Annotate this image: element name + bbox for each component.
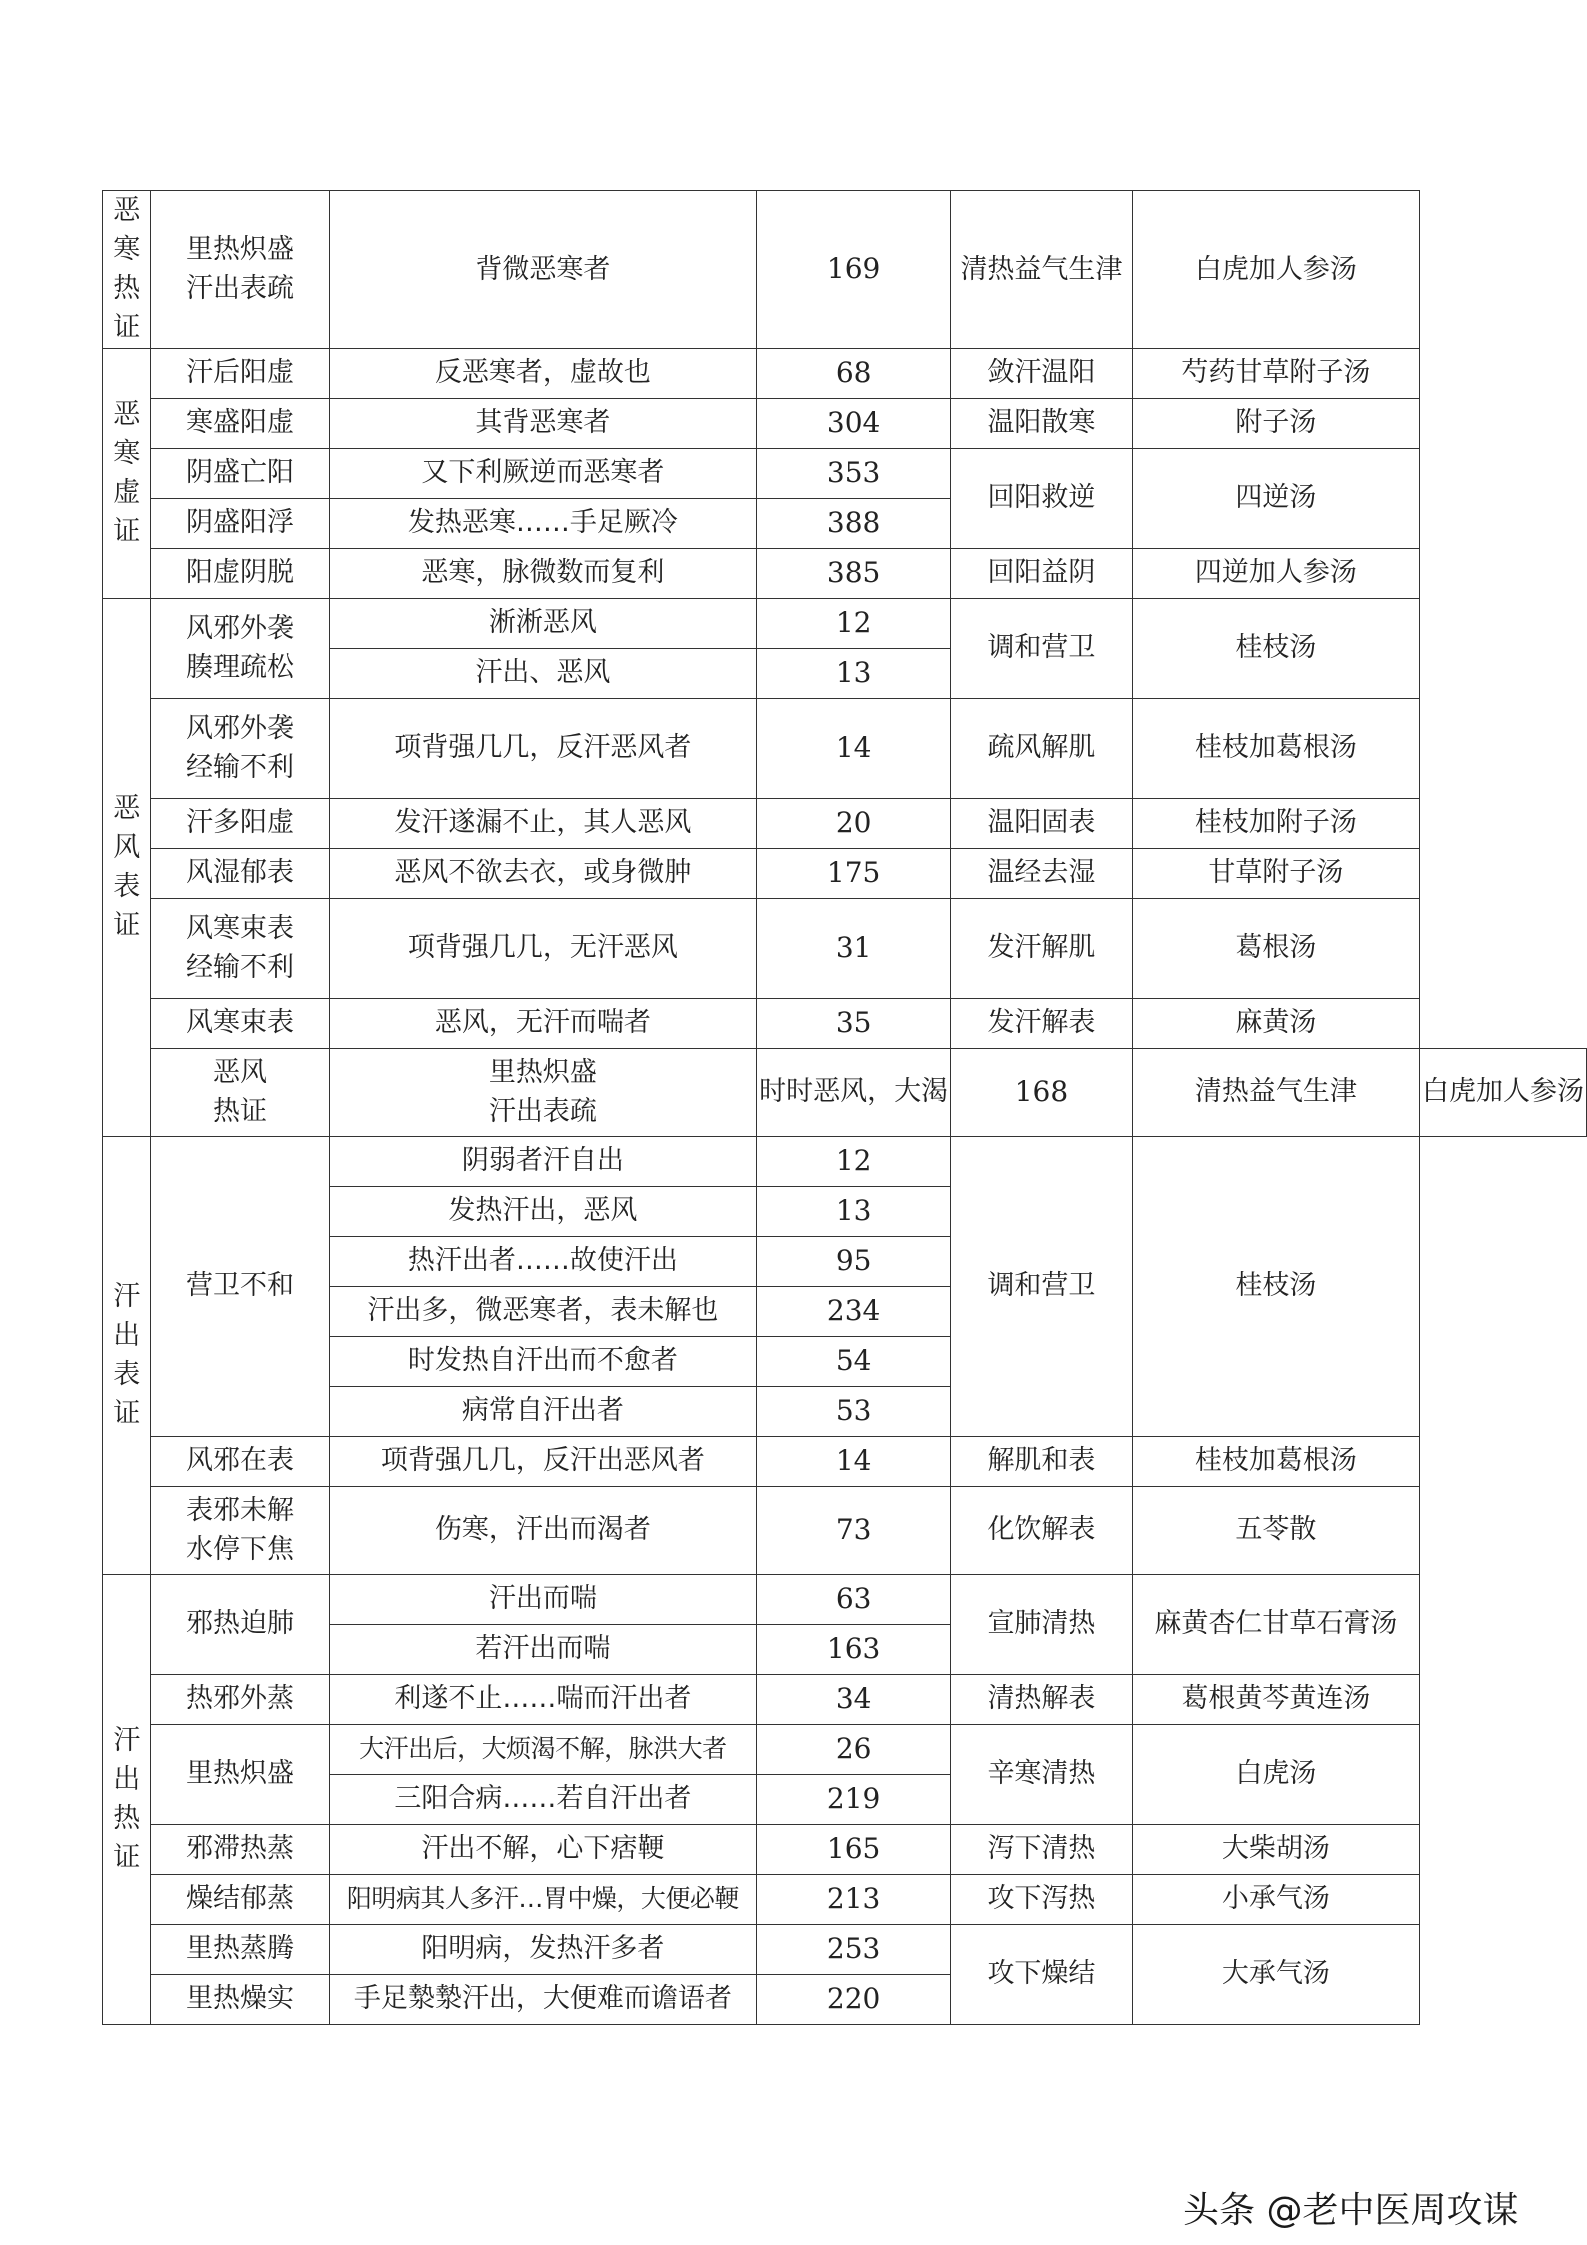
clause-text-cell: 发热恶寒……手足厥冷 bbox=[329, 498, 757, 548]
formula-cell: 四逆加人参汤 bbox=[1132, 548, 1419, 598]
clause-number-cell: 163 bbox=[757, 1624, 951, 1674]
clause-number-cell: 14 bbox=[757, 698, 951, 798]
clause-number-cell: 73 bbox=[757, 1486, 951, 1574]
syndrome-cell: 风邪外袭 经输不利 bbox=[151, 698, 329, 798]
clause-text-cell: 时发热自汗出而不愈者 bbox=[329, 1336, 757, 1386]
syndrome-cell: 营卫不和 bbox=[151, 1136, 329, 1436]
treatment-method-cell: 清热解表 bbox=[951, 1674, 1133, 1724]
treatment-method-cell: 敛汗温阳 bbox=[951, 348, 1133, 398]
syndrome-cell: 热邪外蒸 bbox=[151, 1674, 329, 1724]
syndrome-cell: 表邪未解 水停下焦 bbox=[151, 1486, 329, 1574]
clause-number-cell: 95 bbox=[757, 1236, 951, 1286]
formula-cell: 桂枝汤 bbox=[1132, 1136, 1419, 1436]
category-cell: 恶风 热证 bbox=[151, 1048, 329, 1136]
treatment-method-cell: 攻下泻热 bbox=[951, 1874, 1133, 1924]
clause-text-cell: 阳明病其人多汗…胃中燥，大便必鞕 bbox=[329, 1874, 757, 1924]
clause-number-cell: 165 bbox=[757, 1824, 951, 1874]
formula-cell: 葛根黄芩黄连汤 bbox=[1132, 1674, 1419, 1724]
clause-number-cell: 26 bbox=[757, 1724, 951, 1774]
clause-text-cell: 恶风，无汗而喘者 bbox=[329, 998, 757, 1048]
clause-text-cell: 其背恶寒者 bbox=[329, 398, 757, 448]
treatment-method-cell: 泻下清热 bbox=[951, 1824, 1133, 1874]
treatment-method-cell: 化饮解表 bbox=[951, 1486, 1133, 1574]
clause-number-cell: 220 bbox=[757, 1974, 951, 2024]
clause-text-cell: 淅淅恶风 bbox=[329, 598, 757, 648]
syndrome-cell: 里热蒸腾 bbox=[151, 1924, 329, 1974]
formula-cell: 白虎加人参汤 bbox=[1420, 1048, 1587, 1136]
treatment-method-cell: 温阳散寒 bbox=[951, 398, 1133, 448]
treatment-method-cell: 调和营卫 bbox=[951, 598, 1133, 698]
formula-cell: 麻黄杏仁甘草石膏汤 bbox=[1132, 1574, 1419, 1674]
syndrome-cell: 汗后阳虚 bbox=[151, 348, 329, 398]
clause-text-cell: 汗出、恶风 bbox=[329, 648, 757, 698]
clause-text-cell: 时时恶风，大渴 bbox=[757, 1048, 951, 1136]
clause-text-cell: 发汗遂漏不止，其人恶风 bbox=[329, 798, 757, 848]
category-cell: 恶风 表证 bbox=[103, 598, 151, 1136]
symptom-table bbox=[102, 190, 1587, 2025]
clause-text-cell: 汗出多，微恶寒者，表未解也 bbox=[329, 1286, 757, 1336]
clause-number-cell: 35 bbox=[757, 998, 951, 1048]
syndrome-cell: 风湿郁表 bbox=[151, 848, 329, 898]
category-cell: 恶寒 虚证 bbox=[103, 348, 151, 598]
treatment-method-cell: 攻下燥结 bbox=[951, 1924, 1133, 2024]
syndrome-cell: 寒盛阳虚 bbox=[151, 398, 329, 448]
syndrome-cell: 里热炽盛 汗出表疏 bbox=[151, 191, 329, 349]
syndrome-cell: 风寒束表 bbox=[151, 998, 329, 1048]
clause-number-cell: 12 bbox=[757, 1136, 951, 1186]
formula-cell: 小承气汤 bbox=[1132, 1874, 1419, 1924]
clause-number-cell: 385 bbox=[757, 548, 951, 598]
clause-number-cell: 20 bbox=[757, 798, 951, 848]
clause-text-cell: 热汗出者……故使汗出 bbox=[329, 1236, 757, 1286]
clause-number-cell: 13 bbox=[757, 1186, 951, 1236]
treatment-method-cell: 调和营卫 bbox=[951, 1136, 1133, 1436]
formula-cell: 麻黄汤 bbox=[1132, 998, 1419, 1048]
formula-cell: 附子汤 bbox=[1132, 398, 1419, 448]
treatment-method-cell: 宣肺清热 bbox=[951, 1574, 1133, 1674]
clause-number-cell: 12 bbox=[757, 598, 951, 648]
formula-cell: 甘草附子汤 bbox=[1132, 848, 1419, 898]
clause-number-cell: 63 bbox=[757, 1574, 951, 1624]
clause-text-cell: 若汗出而喘 bbox=[329, 1624, 757, 1674]
formula-cell: 葛根汤 bbox=[1132, 898, 1419, 998]
clause-text-cell: 发热汗出，恶风 bbox=[329, 1186, 757, 1236]
formula-cell: 四逆汤 bbox=[1132, 448, 1419, 548]
clause-number-cell: 169 bbox=[757, 191, 951, 349]
syndrome-cell: 邪滞热蒸 bbox=[151, 1824, 329, 1874]
treatment-method-cell: 温阳固表 bbox=[951, 798, 1133, 848]
formula-cell: 桂枝加葛根汤 bbox=[1132, 698, 1419, 798]
syndrome-cell: 阴盛亡阳 bbox=[151, 448, 329, 498]
clause-number-cell: 14 bbox=[757, 1436, 951, 1486]
clause-text-cell: 恶风不欲去衣，或身微肿 bbox=[329, 848, 757, 898]
clause-text-cell: 背微恶寒者 bbox=[329, 191, 757, 349]
category-cell: 汗出 表证 bbox=[103, 1136, 151, 1574]
clause-number-cell: 54 bbox=[757, 1336, 951, 1386]
formula-cell: 白虎汤 bbox=[1132, 1724, 1419, 1824]
syndrome-cell: 风邪在表 bbox=[151, 1436, 329, 1486]
clause-number-cell: 175 bbox=[757, 848, 951, 898]
clause-number-cell: 31 bbox=[757, 898, 951, 998]
syndrome-cell: 汗多阳虚 bbox=[151, 798, 329, 848]
clause-text-cell: 利遂不止……喘而汗出者 bbox=[329, 1674, 757, 1724]
clause-text-cell: 恶寒，脉微数而复利 bbox=[329, 548, 757, 598]
clause-number-cell: 213 bbox=[757, 1874, 951, 1924]
treatment-method-cell: 清热益气生津 bbox=[951, 191, 1133, 349]
clause-text-cell: 项背强几几，反汗出恶风者 bbox=[329, 1436, 757, 1486]
clause-text-cell: 三阳合病……若自汗出者 bbox=[329, 1774, 757, 1824]
syndrome-cell: 阳虚阴脱 bbox=[151, 548, 329, 598]
clause-text-cell: 项背强几几，反汗恶风者 bbox=[329, 698, 757, 798]
treatment-method-cell: 发汗解表 bbox=[951, 998, 1133, 1048]
clause-number-cell: 53 bbox=[757, 1386, 951, 1436]
treatment-method-cell: 回阳益阴 bbox=[951, 548, 1133, 598]
category-cell: 汗出 热证 bbox=[103, 1574, 151, 2024]
clause-text-cell: 伤寒，汗出而渴者 bbox=[329, 1486, 757, 1574]
clause-number-cell: 34 bbox=[757, 1674, 951, 1724]
clause-number-cell: 253 bbox=[757, 1924, 951, 1974]
clause-text-cell: 汗出不解，心下痞鞕 bbox=[329, 1824, 757, 1874]
clause-text-cell: 又下利厥逆而恶寒者 bbox=[329, 448, 757, 498]
clause-number-cell: 234 bbox=[757, 1286, 951, 1336]
clause-text-cell: 项背强几几，无汗恶风 bbox=[329, 898, 757, 998]
formula-cell: 大柴胡汤 bbox=[1132, 1824, 1419, 1874]
syndrome-cell: 燥结郁蒸 bbox=[151, 1874, 329, 1924]
clause-text-cell: 大汗出后，大烦渴不解，脉洪大者 bbox=[329, 1724, 757, 1774]
formula-cell: 桂枝加葛根汤 bbox=[1132, 1436, 1419, 1486]
syndrome-cell: 阴盛阳浮 bbox=[151, 498, 329, 548]
syndrome-cell: 邪热迫肺 bbox=[151, 1574, 329, 1674]
treatment-method-cell: 清热益气生津 bbox=[1132, 1048, 1419, 1136]
clause-text-cell: 反恶寒者，虚故也 bbox=[329, 348, 757, 398]
category-cell: 恶寒 热证 bbox=[103, 191, 151, 349]
treatment-method-cell: 疏风解肌 bbox=[951, 698, 1133, 798]
watermark: 头条 @老中医周攻谋 bbox=[1183, 2190, 1519, 2231]
clause-text-cell: 汗出而喘 bbox=[329, 1574, 757, 1624]
clause-number-cell: 13 bbox=[757, 648, 951, 698]
clause-number-cell: 219 bbox=[757, 1774, 951, 1824]
syndrome-cell: 风邪外袭 腠理疏松 bbox=[151, 598, 329, 698]
formula-cell: 五苓散 bbox=[1132, 1486, 1419, 1574]
syndrome-cell: 风寒束表 经输不利 bbox=[151, 898, 329, 998]
clause-number-cell: 304 bbox=[757, 398, 951, 448]
treatment-method-cell: 辛寒清热 bbox=[951, 1724, 1133, 1824]
formula-cell: 桂枝汤 bbox=[1132, 598, 1419, 698]
syndrome-cell: 里热炽盛 汗出表疏 bbox=[329, 1048, 757, 1136]
formula-cell: 芍药甘草附子汤 bbox=[1132, 348, 1419, 398]
formula-cell: 白虎加人参汤 bbox=[1132, 191, 1419, 349]
clause-number-cell: 168 bbox=[951, 1048, 1133, 1136]
treatment-method-cell: 发汗解肌 bbox=[951, 898, 1133, 998]
treatment-method-cell: 解肌和表 bbox=[951, 1436, 1133, 1486]
syndrome-cell: 里热炽盛 bbox=[151, 1724, 329, 1824]
formula-cell: 桂枝加附子汤 bbox=[1132, 798, 1419, 848]
formula-cell: 大承气汤 bbox=[1132, 1924, 1419, 2024]
clause-text-cell: 阴弱者汗自出 bbox=[329, 1136, 757, 1186]
clause-text-cell: 阳明病，发热汗多者 bbox=[329, 1924, 757, 1974]
clause-text-cell: 手足漐漐汗出，大便难而谵语者 bbox=[329, 1974, 757, 2024]
clause-text-cell: 病常自汗出者 bbox=[329, 1386, 757, 1436]
clause-number-cell: 353 bbox=[757, 448, 951, 498]
syndrome-cell: 里热燥实 bbox=[151, 1974, 329, 2024]
treatment-method-cell: 回阳救逆 bbox=[951, 448, 1133, 548]
clause-number-cell: 68 bbox=[757, 348, 951, 398]
treatment-method-cell: 温经去湿 bbox=[951, 848, 1133, 898]
clause-number-cell: 388 bbox=[757, 498, 951, 548]
